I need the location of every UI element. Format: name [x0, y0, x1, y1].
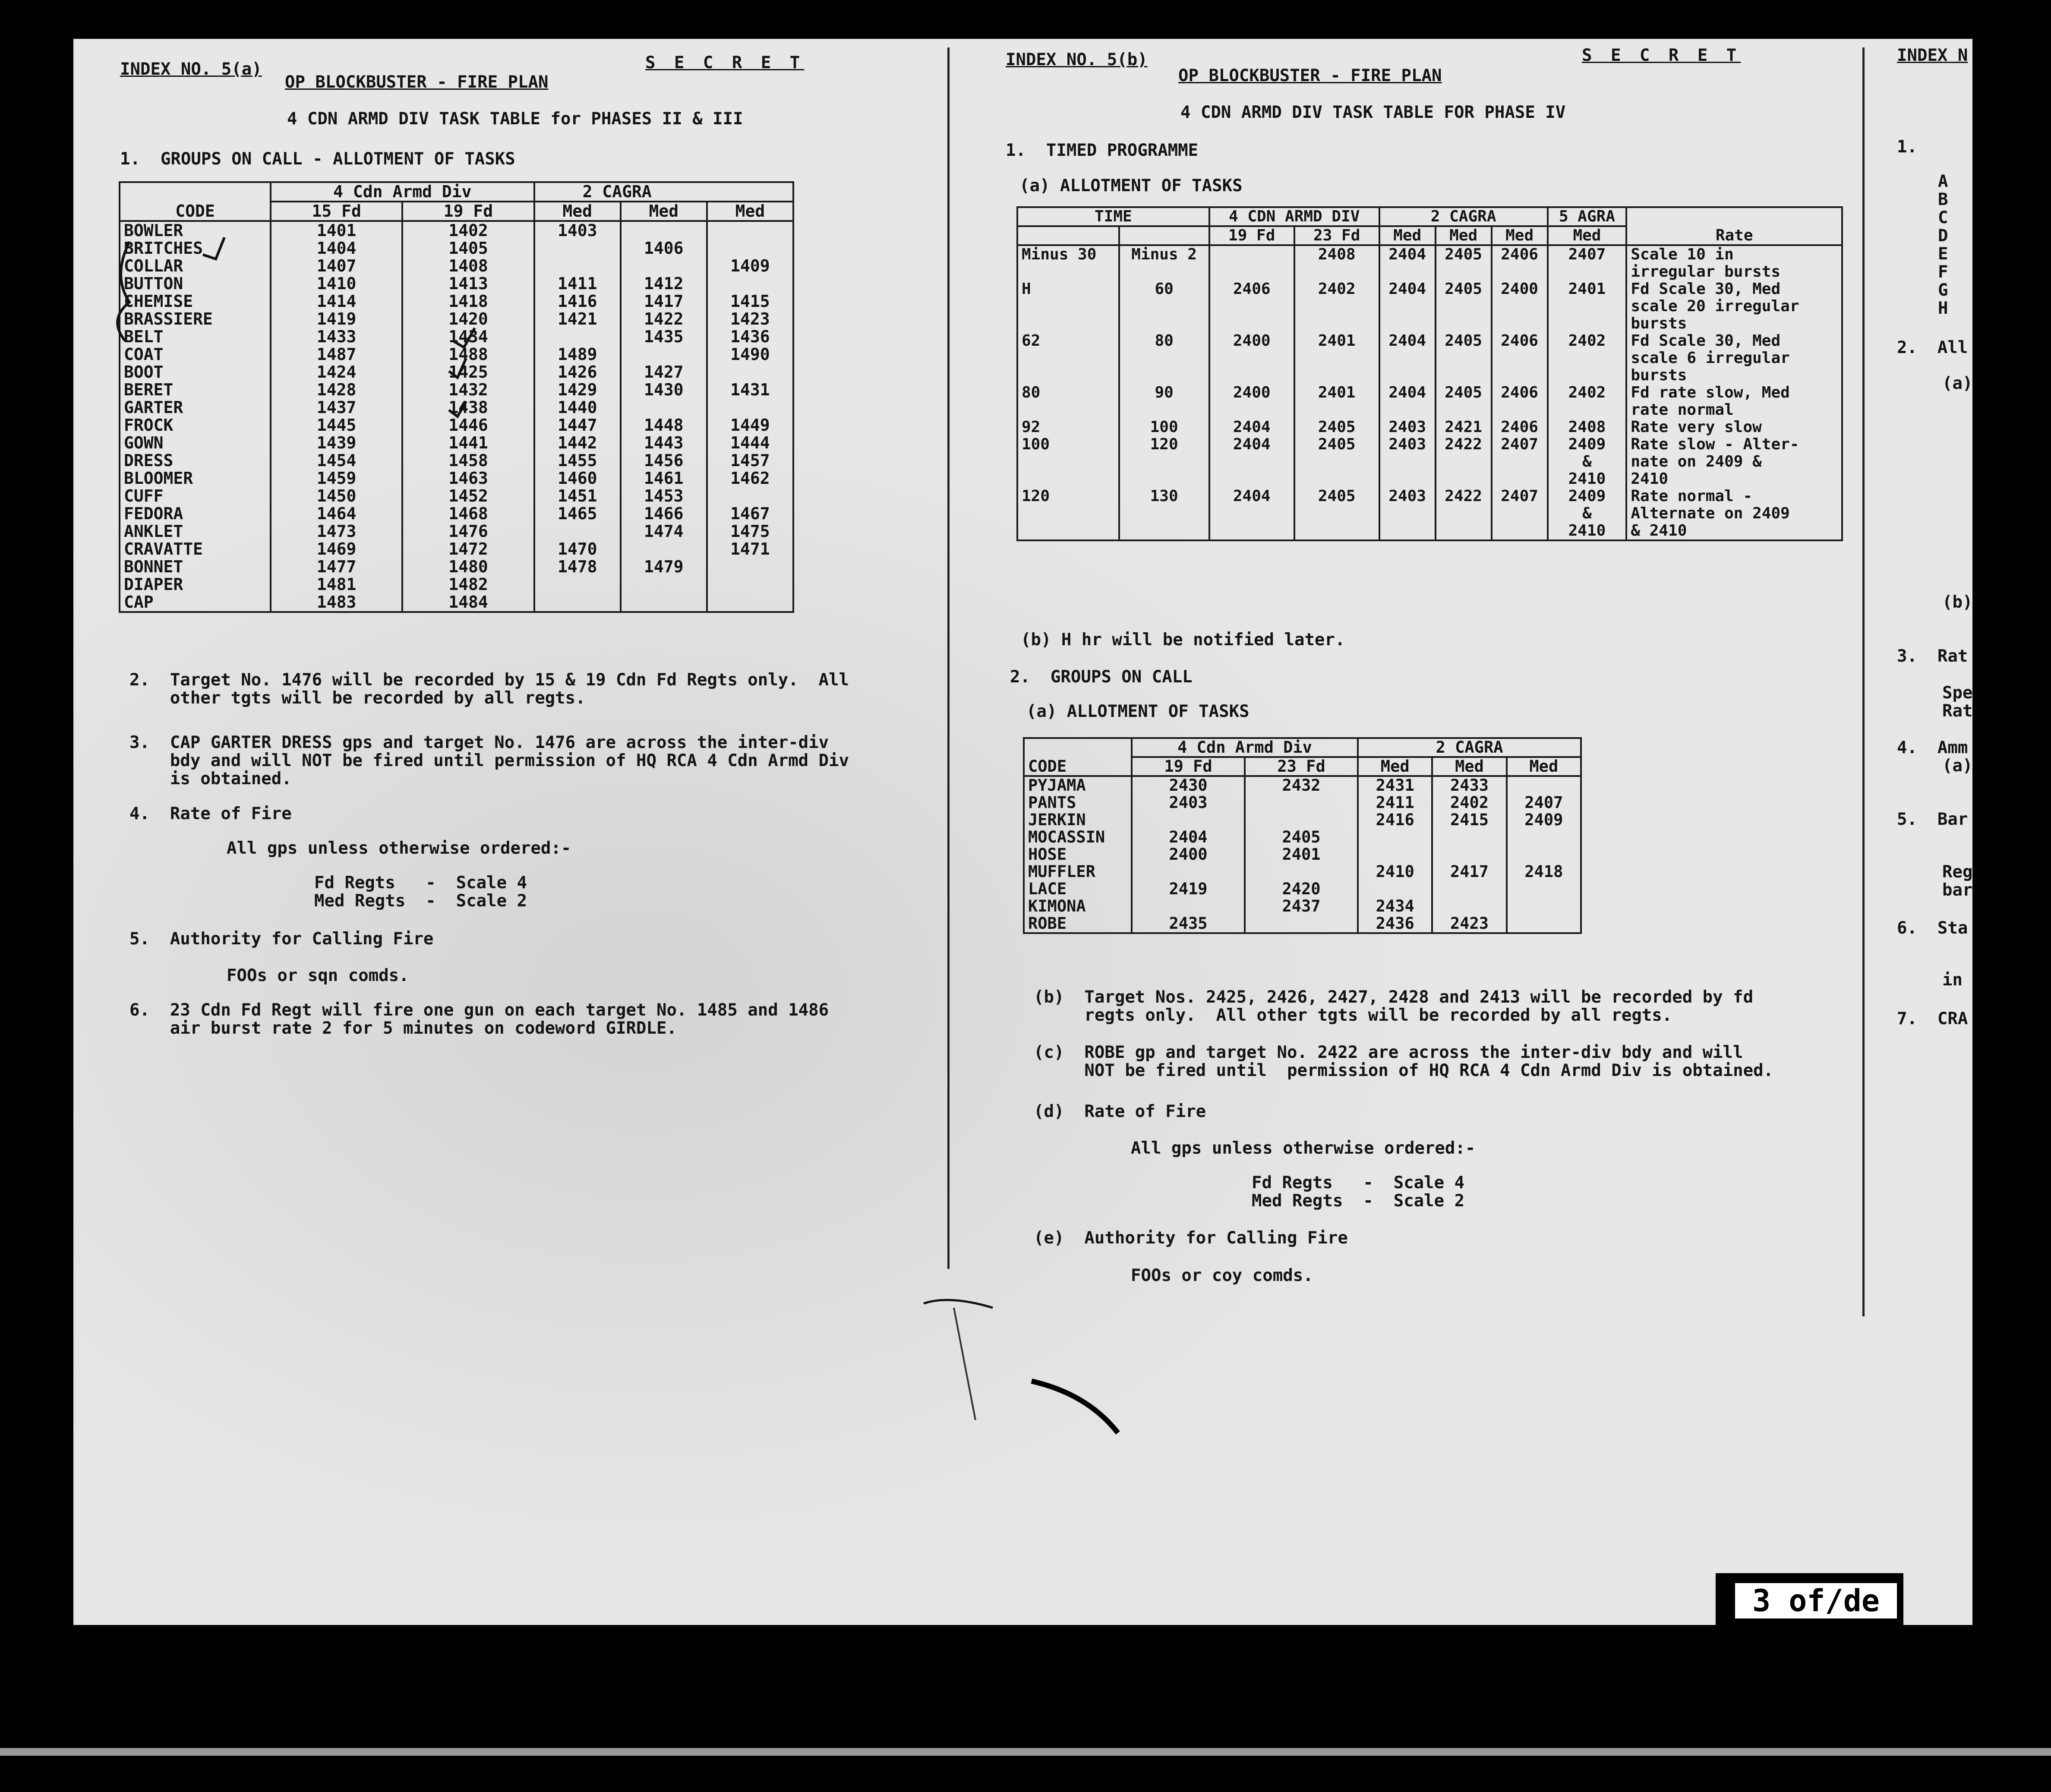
- table-header-cagra: 2 CAGRA: [1379, 207, 1548, 226]
- table-header-agra: 5 AGRA: [1548, 207, 1627, 226]
- table-cell: 1432: [402, 381, 534, 399]
- code-cell: CUFF: [120, 487, 271, 505]
- table-cell: 2402: [1548, 332, 1627, 384]
- table-cell: 1419: [271, 310, 402, 328]
- table-cell: 2415: [1432, 811, 1506, 829]
- table-cell: 2422: [1436, 488, 1492, 540]
- bracket-mark: [117, 242, 129, 341]
- fragment-text: Spe: [1942, 683, 1973, 703]
- table-cell: 1488: [402, 346, 534, 363]
- page-subtitle: 4 CDN ARMD DIV TASK TABLE for PHASES II & III: [287, 109, 743, 129]
- table-cell: 2407: [1548, 245, 1627, 281]
- table-cell: 1452: [402, 487, 534, 505]
- table-col-header: Med: [707, 202, 793, 221]
- code-cell: BOWLER: [120, 221, 271, 240]
- table-cell: 1430: [621, 381, 707, 399]
- table-cell: 1423: [707, 310, 793, 328]
- table-cell: Fd Scale 30, Med scale 6 irregular bursts: [1626, 332, 1842, 384]
- table-cell: 2422: [1436, 436, 1492, 488]
- table-cell: Scale 10 in irregular bursts: [1626, 245, 1842, 281]
- note-d-scales: Fd Regts - Scale 4 Med Regts - Scale 2: [1252, 1173, 1465, 1211]
- table-cell: 1433: [271, 328, 402, 346]
- fragment-text: (b): [1942, 593, 1973, 612]
- fragment-text: 7. CRA: [1897, 1009, 1968, 1029]
- table-cell: 1470: [534, 540, 621, 558]
- table-cell: 1466: [621, 505, 707, 523]
- secret-marking: S E C R E T: [1582, 46, 1741, 65]
- table-col-header: Med: [621, 202, 707, 221]
- table-cell: 2404: [1209, 488, 1294, 540]
- table-cell: 2404: [1209, 419, 1294, 436]
- table-cell: 1417: [621, 293, 707, 310]
- fragment-text: B: [1938, 190, 1948, 209]
- fragment-text: 3. Rat: [1897, 647, 1968, 666]
- table-cell: 1441: [402, 434, 534, 452]
- code-cell: BRASSIERE: [120, 310, 271, 328]
- note-4-text: All gps unless otherwise ordered:-: [227, 839, 571, 858]
- table-cell: 2406: [1492, 384, 1548, 419]
- fragment-text: C: [1938, 208, 1948, 227]
- table-col-header: Med: [1358, 757, 1432, 776]
- table-cell: 2421: [1436, 419, 1492, 436]
- table-cell: 2403: [1379, 436, 1436, 488]
- table-cell: 1438: [402, 399, 534, 416]
- table-cell: 1429: [534, 381, 621, 399]
- table-cell: 1443: [621, 434, 707, 452]
- table-cell: Minus 30: [1017, 245, 1119, 281]
- table-cell: 1428: [271, 381, 402, 399]
- pen-stroke: [924, 1300, 993, 1308]
- table-cell: 1483: [271, 593, 402, 612]
- code-cell: COAT: [120, 346, 271, 363]
- subsection-heading: (a) ALLOTMENT OF TASKS: [1019, 176, 1243, 196]
- table-cell: 1475: [707, 523, 793, 540]
- table-cell: 2435: [1132, 915, 1245, 933]
- fragment-text: 2. All: [1897, 338, 1968, 357]
- table-cell: 1426: [534, 363, 621, 381]
- code-cell: CRAVATTE: [120, 540, 271, 558]
- table-col-header: Med: [1492, 226, 1548, 245]
- table-cell: 2419: [1132, 880, 1245, 898]
- table-cell: Fd rate slow, Med rate normal: [1626, 384, 1842, 419]
- table-cell: 2404: [1379, 332, 1436, 384]
- table-cell: 2403: [1379, 488, 1436, 540]
- table-cell: 1478: [534, 558, 621, 576]
- section-heading: 2. GROUPS ON CALL: [1010, 667, 1193, 687]
- table-cell: 1469: [271, 540, 402, 558]
- code-cell: FROCK: [120, 416, 271, 434]
- table-cell: 2418: [1507, 863, 1581, 880]
- note-2: 2. Target No. 1476 will be recorded by 15 & 19 Cdn Fd Regts only. All other tgts will be recorded by all regts.: [129, 670, 849, 708]
- table-cell: 1489: [534, 346, 621, 363]
- table-cell: 2406: [1209, 281, 1294, 332]
- table-cell: 90: [1119, 384, 1209, 419]
- table-col-header: Med: [1507, 757, 1581, 776]
- table-header-division: 4 Cdn Armd Div: [271, 182, 534, 202]
- table-cell: 100: [1119, 419, 1209, 436]
- table-cell: 1451: [534, 487, 621, 505]
- secret-marking: S E C R E T: [645, 53, 805, 73]
- table-col-header: Med: [1548, 226, 1627, 245]
- fragment-text: (a): [1942, 756, 1973, 776]
- fragment-text: E: [1938, 244, 1948, 264]
- table-cell: Fd Scale 30, Med scale 20 irregular bursts: [1626, 281, 1842, 332]
- table-cell: 1414: [271, 293, 402, 310]
- table-cell: 2409 & 2410: [1548, 488, 1627, 540]
- code-cell: HOSE: [1024, 846, 1132, 863]
- table-cell: Rate normal - Alternate on 2409 & 2410: [1626, 488, 1842, 540]
- table-cell: 2433: [1432, 776, 1506, 794]
- table-cell: 2409: [1507, 811, 1581, 829]
- table-cell: 1490: [707, 346, 793, 363]
- table-cell: 1435: [621, 328, 707, 346]
- table-col-header: Med: [534, 202, 621, 221]
- table-cell: 1422: [621, 310, 707, 328]
- table-cell: 1467: [707, 505, 793, 523]
- table-col-header: 19 Fd: [1132, 757, 1245, 776]
- table-cell: 2430: [1132, 776, 1245, 794]
- note-c: (c) ROBE gp and target No. 2422 are across the inter-div bdy and will NOT be fired until permission of HQ RCA 4 Cdn Armd Div is obtained.: [1034, 1043, 1774, 1080]
- table-cell: 1411: [534, 275, 621, 293]
- fragment-text: D: [1938, 226, 1948, 246]
- note-4-scales: Fd Regts - Scale 4 Med Regts - Scale 2: [314, 873, 527, 911]
- table-cell: 1448: [621, 416, 707, 434]
- code-cell: CAP: [120, 593, 271, 612]
- table-cell: 1404: [271, 240, 402, 257]
- table-cell: 80: [1017, 384, 1119, 419]
- code-cell: MOCASSIN: [1024, 829, 1132, 846]
- index-number: INDEX NO. 5(a): [120, 60, 262, 79]
- table-cell: 1437: [271, 399, 402, 416]
- table-cell: 60: [1119, 281, 1209, 332]
- table-cell: 1465: [534, 505, 621, 523]
- fragment-text: H: [1938, 299, 1948, 318]
- table-header-cagra: 2 CAGRA: [1358, 738, 1581, 757]
- table-col-header: 23 Fd: [1245, 757, 1358, 776]
- table-cell: Rate slow - Alter- nate on 2409 & 2410: [1626, 436, 1842, 488]
- table-header-division: 4 Cdn Armd Div: [1132, 738, 1358, 757]
- code-cell: BRITCHES: [120, 240, 271, 257]
- table-cell: 1420: [402, 310, 534, 328]
- page-stamp: 3 of/de: [1735, 1583, 1897, 1618]
- table-col-header: Med: [1379, 226, 1436, 245]
- fragment-text: G: [1938, 281, 1948, 300]
- table-col-header: 23 Fd: [1294, 226, 1379, 245]
- note-d-text: All gps unless otherwise ordered:-: [1131, 1139, 1476, 1158]
- table-cell: 1473: [271, 523, 402, 540]
- table-cell: 2406: [1492, 245, 1548, 281]
- table-cell: 1403: [534, 221, 621, 240]
- table-cell: Rate very slow: [1626, 419, 1842, 436]
- table-cell: 1477: [271, 558, 402, 576]
- table-cell: 1450: [271, 487, 402, 505]
- code-cell: PYJAMA: [1024, 776, 1132, 794]
- table-cell: 1482: [402, 576, 534, 593]
- table-cell: 1463: [402, 470, 534, 487]
- table-cell: 2408: [1548, 419, 1627, 436]
- index-number: INDEX NO. 5(b): [1006, 50, 1148, 69]
- table-col-header: Med: [1436, 226, 1492, 245]
- code-cell: FEDORA: [120, 505, 271, 523]
- table-cell: 1445: [271, 416, 402, 434]
- table-cell: 2416: [1358, 811, 1432, 829]
- note-4-heading: 4. Rate of Fire: [129, 804, 292, 823]
- table-cell: 1415: [707, 293, 793, 310]
- check-mark: [203, 237, 224, 259]
- table-cell: 2405: [1436, 245, 1492, 281]
- table-cell: 1409: [707, 257, 793, 275]
- table-cell: 2404: [1379, 384, 1436, 419]
- table-cell: 1460: [534, 470, 621, 487]
- table-col-header: 19 Fd: [1209, 226, 1294, 245]
- table-cell: 1484: [402, 593, 534, 612]
- table-cell: 1442: [534, 434, 621, 452]
- table-cell: 2407: [1492, 436, 1548, 488]
- code-cell: BONNET: [120, 558, 271, 576]
- fragment-text: 1.: [1897, 137, 1917, 157]
- table-cell: 2405: [1436, 332, 1492, 384]
- fragment-text: Reg: [1942, 862, 1973, 882]
- table-cell: 1453: [621, 487, 707, 505]
- fragment-text: 4. Amm: [1897, 738, 1968, 757]
- table-cell: 1425: [402, 363, 534, 381]
- code-cell: KIMONA: [1024, 898, 1132, 915]
- table-cell: 120: [1119, 436, 1209, 488]
- table-cell: 2402: [1294, 281, 1379, 332]
- code-cell: LACE: [1024, 880, 1132, 898]
- table-cell: 2404: [1379, 245, 1436, 281]
- section-heading: 1. GROUPS ON CALL - ALLOTMENT OF TASKS: [120, 149, 515, 169]
- fragment-text: in: [1942, 970, 1963, 990]
- fragment-text: Rat: [1942, 701, 1973, 721]
- fragment-text: 6. Sta: [1897, 918, 1968, 938]
- table-cell: 2402: [1432, 794, 1506, 811]
- note-5-heading: 5. Authority for Calling Fire: [129, 929, 434, 949]
- table-cell: 1436: [707, 328, 793, 346]
- table-header-division: 4 CDN ARMD DIV: [1209, 207, 1379, 226]
- table-cell: 2407: [1492, 488, 1548, 540]
- check-mark: [449, 401, 466, 416]
- note-e-text: FOOs or coy comds.: [1131, 1266, 1313, 1285]
- table-cell: 1405: [402, 240, 534, 257]
- table-col-header: Med: [1432, 757, 1506, 776]
- code-cell: MUFFLER: [1024, 863, 1132, 880]
- table-cell: 2409 & 2410: [1548, 436, 1627, 488]
- table-cell: 2406: [1492, 332, 1548, 384]
- code-cell: ROBE: [1024, 915, 1132, 933]
- table-cell: 2402: [1548, 384, 1627, 419]
- table-cell: 1462: [707, 470, 793, 487]
- table-cell: 2405: [1294, 436, 1379, 488]
- note-e-heading: (e) Authority for Calling Fire: [1034, 1228, 1348, 1248]
- table-cell: 2437: [1245, 898, 1358, 915]
- table-cell: 100: [1017, 436, 1119, 488]
- table-cell: 1455: [534, 452, 621, 470]
- code-cell: BELT: [120, 328, 271, 346]
- table-cell: 1471: [707, 540, 793, 558]
- table-cell: 1412: [621, 275, 707, 293]
- table-cell: 2404: [1132, 829, 1245, 846]
- table-cell: 1408: [402, 257, 534, 275]
- table-cell: Minus 2: [1119, 245, 1209, 281]
- table-cell: 2423: [1432, 915, 1506, 933]
- table-cell: 1401: [271, 221, 402, 240]
- index-number: INDEX N: [1897, 46, 1968, 65]
- table-header-cagra: 2 CAGRA: [534, 182, 793, 202]
- table-cell: 1427: [621, 363, 707, 381]
- table-cell: 1444: [707, 434, 793, 452]
- table-cell: 1476: [402, 523, 534, 540]
- table-cell: 2401: [1294, 332, 1379, 384]
- operation-title: OP BLOCKBUSTER - FIRE PLAN: [1178, 66, 1442, 85]
- table-cell: 2400: [1492, 281, 1548, 332]
- table-cell: 2420: [1245, 880, 1358, 898]
- section-heading: 1. TIMED PROGRAMME: [1006, 141, 1199, 160]
- table-cell: 1406: [621, 240, 707, 257]
- table-cell: 2401: [1245, 846, 1358, 863]
- table-cell: 2411: [1358, 794, 1432, 811]
- code-cell: CHEMISE: [120, 293, 271, 310]
- note-5-text: FOOs or sqn comds.: [227, 966, 409, 985]
- table-cell: 1407: [271, 257, 402, 275]
- table-cell: 1474: [621, 523, 707, 540]
- table-cell: 1446: [402, 416, 534, 434]
- pen-stroke: [1032, 1381, 1118, 1433]
- code-cell: BOOT: [120, 363, 271, 381]
- table-cell: 1487: [271, 346, 402, 363]
- table-cell: 2406: [1492, 419, 1548, 436]
- code-cell: BERET: [120, 381, 271, 399]
- table-cell: 2400: [1209, 332, 1294, 384]
- table-cell: 2405: [1245, 829, 1358, 846]
- note-hour: (b) H hr will be notified later.: [1021, 630, 1345, 650]
- table-cell: 2400: [1132, 846, 1245, 863]
- table-cell: 2417: [1432, 863, 1506, 880]
- table-cell: 1464: [271, 505, 402, 523]
- table-cell: 1418: [402, 293, 534, 310]
- table-cell: 2432: [1245, 776, 1358, 794]
- table-cell: 2407: [1507, 794, 1581, 811]
- table-header-rate: Rate: [1626, 207, 1842, 245]
- table-cell: 1413: [402, 275, 534, 293]
- table-cell: 1440: [534, 399, 621, 416]
- table-cell: 1457: [707, 452, 793, 470]
- code-cell: BLOOMER: [120, 470, 271, 487]
- operation-title: OP BLOCKBUSTER - FIRE PLAN: [285, 73, 549, 92]
- table-cell: 2436: [1358, 915, 1432, 933]
- table-cell: 2408: [1294, 245, 1379, 281]
- subsection-heading: (a) ALLOTMENT OF TASKS: [1026, 702, 1250, 721]
- fragment-text: (a): [1942, 374, 1973, 393]
- table-cell: 1439: [271, 434, 402, 452]
- table-cell: 2403: [1132, 794, 1245, 811]
- table-header-code: CODE: [120, 182, 271, 221]
- table-cell: 1402: [402, 221, 534, 240]
- table-header-time: TIME: [1017, 207, 1209, 226]
- page-subtitle: 4 CDN ARMD DIV TASK TABLE FOR PHASE IV: [1180, 103, 1566, 122]
- table-cell: 1416: [534, 293, 621, 310]
- table-cell: 2404: [1209, 436, 1294, 488]
- table-cell: 2403: [1379, 419, 1436, 436]
- fragment-text: F: [1938, 262, 1948, 282]
- table-cell: 120: [1017, 488, 1119, 540]
- code-cell: DIAPER: [120, 576, 271, 593]
- table-cell: 2405: [1294, 419, 1379, 436]
- table-cell: 1458: [402, 452, 534, 470]
- table-cell: 92: [1017, 419, 1119, 436]
- check-mark: [449, 358, 466, 378]
- table-cell: 2410: [1358, 863, 1432, 880]
- check-mark: [453, 328, 475, 347]
- table-cell: 1424: [271, 363, 402, 381]
- code-cell: GARTER: [120, 399, 271, 416]
- table-col-header: 19 Fd: [402, 202, 534, 221]
- fragment-text: 5. Bar: [1897, 810, 1968, 829]
- table-cell: 130: [1119, 488, 1209, 540]
- table-header-code: CODE: [1024, 738, 1132, 776]
- table-cell: 2405: [1436, 384, 1492, 419]
- table-cell: 2434: [1358, 898, 1432, 915]
- table-cell: 2401: [1548, 281, 1627, 332]
- table-cell: 62: [1017, 332, 1119, 384]
- fragment-text: A: [1938, 172, 1948, 191]
- code-cell: COLLAR: [120, 257, 271, 275]
- table-cell: 2405: [1294, 488, 1379, 540]
- table-cell: 2404: [1379, 281, 1436, 332]
- table-cell: 1421: [534, 310, 621, 328]
- note-6: 6. 23 Cdn Fd Regt will fire one gun on each target No. 1485 and 1486 air burst rate 2 for 5 minutes on codeword GIRDLE.: [129, 1000, 829, 1038]
- table-cell: 1431: [707, 381, 793, 399]
- table-cell: 1410: [271, 275, 402, 293]
- table-cell: 1461: [621, 470, 707, 487]
- table-cell: 2431: [1358, 776, 1432, 794]
- table-cell: 1468: [402, 505, 534, 523]
- note-3: 3. CAP GARTER DRESS gps and target No. 1476 are across the inter-div bdy and will NOT be fired until permission of HQ RCA 4 Cdn Armd Div is obtained.: [129, 733, 849, 789]
- note-d-heading: (d) Rate of Fire: [1034, 1102, 1206, 1121]
- table-cell: 1459: [271, 470, 402, 487]
- code-cell: DRESS: [120, 452, 271, 470]
- table-cell: 1481: [271, 576, 402, 593]
- table-cell: 1472: [402, 540, 534, 558]
- code-cell: PANTS: [1024, 794, 1132, 811]
- code-cell: GOWN: [120, 434, 271, 452]
- table-cell: H: [1017, 281, 1119, 332]
- table-cell: 2405: [1436, 281, 1492, 332]
- table-cell: 2401: [1294, 384, 1379, 419]
- table-col-header: 15 Fd: [271, 202, 402, 221]
- table-cell: 1449: [707, 416, 793, 434]
- code-cell: ANKLET: [120, 523, 271, 540]
- table-cell: 1479: [621, 558, 707, 576]
- code-cell: JERKIN: [1024, 811, 1132, 829]
- table-cell: 1454: [271, 452, 402, 470]
- table-cell: 1456: [621, 452, 707, 470]
- table-cell: 80: [1119, 332, 1209, 384]
- table-cell: 2400: [1209, 384, 1294, 419]
- fragment-text: bar: [1942, 880, 1973, 900]
- code-cell: BUTTON: [120, 275, 271, 293]
- note-b: (b) Target Nos. 2425, 2426, 2427, 2428 and 2413 will be recorded by fd regts only. All other tgts will be recorded by all regts.: [1034, 987, 1754, 1025]
- pen-stroke: [954, 1308, 975, 1420]
- table-cell: 1434: [402, 328, 534, 346]
- table-cell: 1447: [534, 416, 621, 434]
- table-cell: 1480: [402, 558, 534, 576]
